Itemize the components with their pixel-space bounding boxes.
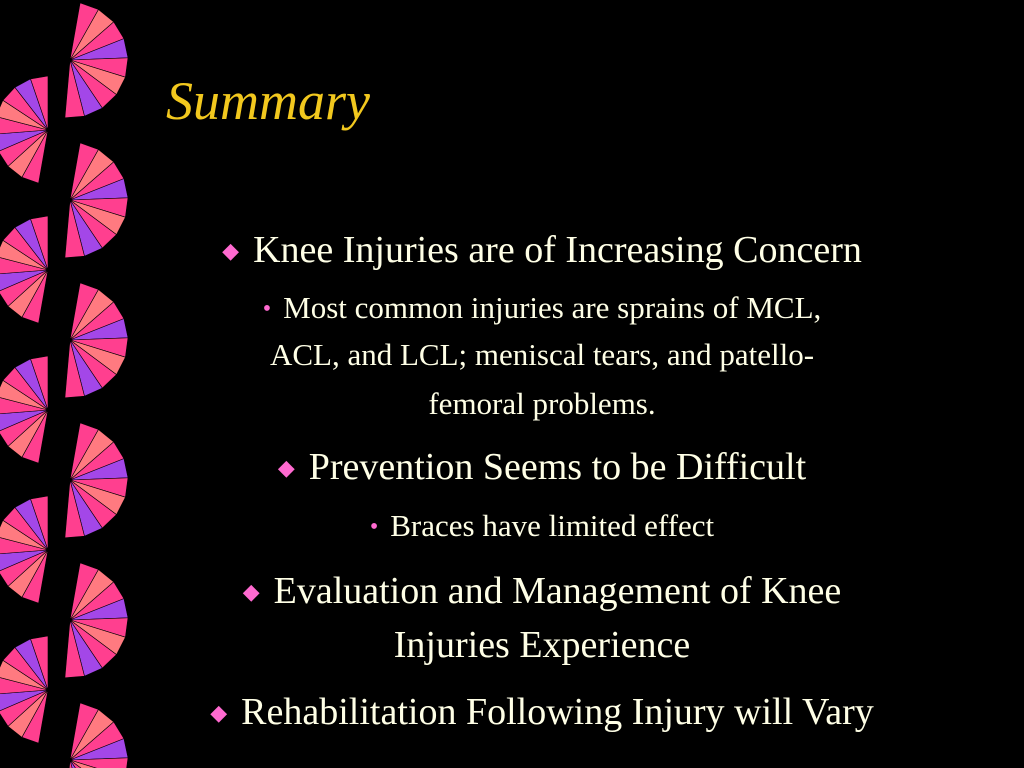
- bullet-item-knee-injuries: [100, 228, 984, 272]
- sub-bullet-common-injuries: [100, 290, 984, 326]
- bullet-text: Rehabilitation Following Injury will Vary: [241, 691, 874, 733]
- fan-segment-group: [65, 3, 128, 118]
- diamond-bullet-icon: ◆: [277, 455, 295, 480]
- sub-bullet-text: Braces have limited effect: [390, 508, 715, 543]
- bullet-item-rehabilitation: [100, 690, 984, 734]
- fan-segment-group: [0, 496, 48, 603]
- bullet-item-evaluation-line-2: Injuries Experience: [393, 624, 691, 666]
- bullet-text-line-1: Evaluation and Management of Knee: [273, 570, 842, 612]
- bullet-text: Knee Injuries are of Increasing Concern: [253, 229, 862, 271]
- sub-bullet-common-injuries-line-2: ACL, and LCL; meniscal tears, and patello-: [269, 337, 815, 372]
- fan-segment-group: [0, 76, 48, 183]
- dot-bullet-icon: •: [369, 514, 379, 540]
- bullet-item-prevention: [100, 445, 984, 489]
- slide-title: Summary: [166, 71, 370, 131]
- diamond-bullet-icon: ◆: [210, 700, 228, 725]
- fan-segment-group: [0, 636, 48, 743]
- bullet-item-evaluation: [100, 569, 984, 613]
- dot-bullet-icon: •: [262, 296, 272, 322]
- diamond-bullet-icon: ◆: [222, 238, 240, 263]
- sub-bullet-common-injuries-line-3: femoral problems.: [428, 386, 656, 421]
- fan-segment-group: [0, 216, 48, 323]
- fan-segment-group: [0, 356, 48, 463]
- diamond-bullet-icon: ◆: [242, 579, 260, 604]
- bullet-text: Prevention Seems to be Difficult: [308, 446, 807, 488]
- sub-bullet-braces: [100, 508, 984, 544]
- sub-bullet-text-line-1: Most common injuries are sprains of MCL,: [283, 290, 822, 325]
